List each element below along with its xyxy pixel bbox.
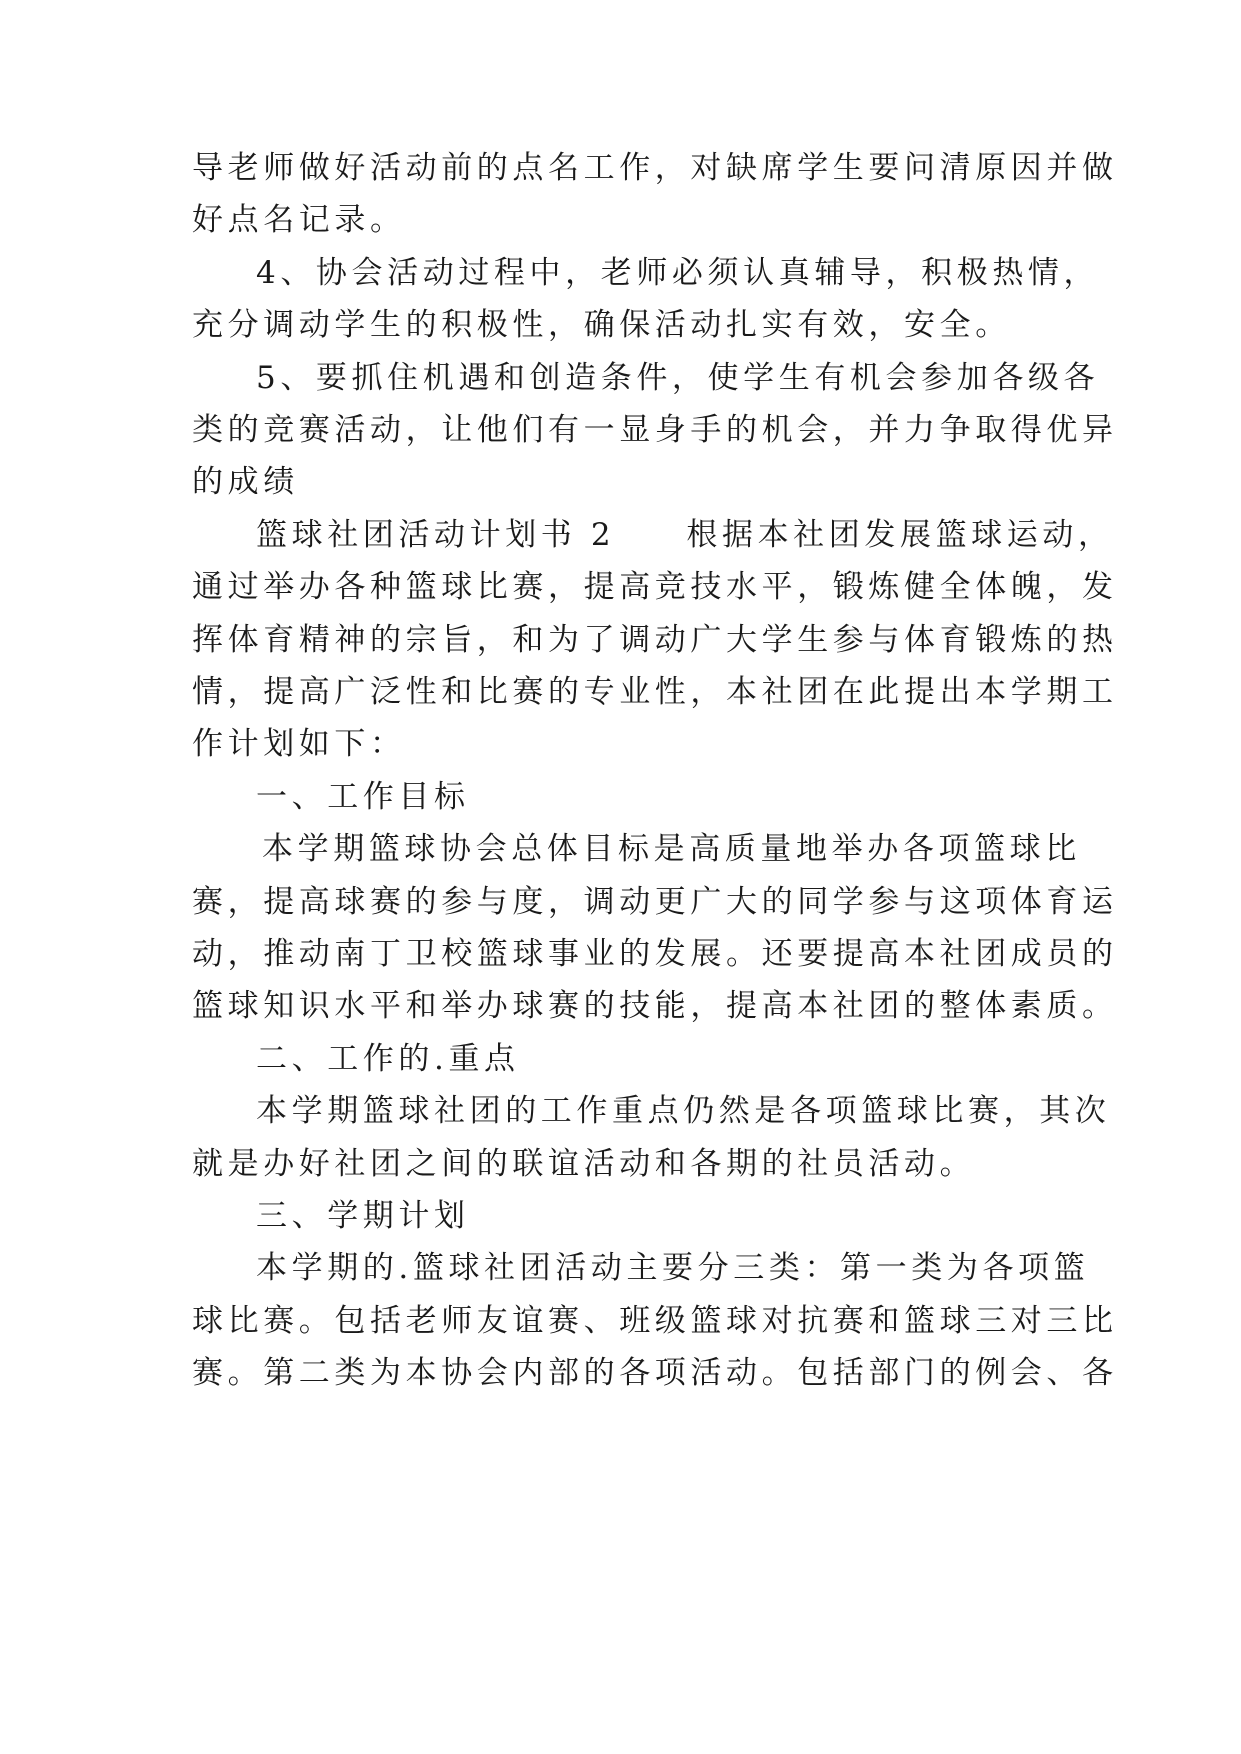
text-line: 赛，提高球赛的参与度，调动更广大的同学参与这项体育运 (192, 884, 1118, 920)
text-line: 好点名记录。 (192, 202, 406, 238)
text-line: 充分调动学生的积极性，确保活动扎实有效，安全。 (192, 307, 1011, 343)
text-line: 的成绩 (192, 464, 299, 500)
paragraph-start: 本学期篮球社团的工作重点仍然是各项篮球比赛，其次 (256, 1093, 1111, 1129)
text-line: 情，提高广泛性和比赛的专业性，本社团在此提出本学期工 (192, 674, 1118, 710)
section-heading-plan: 三、学期计划 (256, 1198, 470, 1234)
text-line: 就是办好社团之间的联谊活动和各期的社员活动。 (192, 1146, 976, 1182)
paragraph-start: 本学期篮球协会总体目标是高质量地举办各项篮球比 (262, 831, 1081, 867)
text-line: 篮球知识水平和举办球赛的技能，提高本社团的整体素质。 (192, 988, 1118, 1024)
paragraph-start: 本学期的.篮球社团活动主要分三类：第一类为各项篮 (256, 1250, 1090, 1286)
text-line: 球比赛。包括老师友谊赛、班级篮球对抗赛和篮球三对三比 (192, 1303, 1118, 1339)
text-line: 动，推动南丁卫校篮球事业的发展。还要提高本社团成员的 (192, 936, 1118, 972)
document-title-line: 篮球社团活动计划书 2 根据本社团发展篮球运动， (256, 517, 1114, 553)
paragraph-item-5: 5、要抓住机遇和创造条件，使学生有机会参加各级各 (256, 360, 1100, 396)
text-line: 导老师做好活动前的点名工作，对缺席学生要问清原因并做 (192, 150, 1118, 186)
text-line: 挥体育精神的宗旨，和为了调动广大学生参与体育锻炼的热 (192, 622, 1118, 658)
text-line: 类的竞赛活动，让他们有一显身手的机会，并力争取得优异 (192, 412, 1118, 448)
section-heading-goals: 一、工作目标 (256, 779, 470, 815)
paragraph-item-4: 4、协会活动过程中，老师必须认真辅导，积极热情， (256, 255, 1100, 291)
section-heading-focus: 二、工作的.重点 (256, 1041, 520, 1077)
text-line: 通过举办各种篮球比赛，提高竞技水平，锻炼健全体魄，发 (192, 569, 1118, 605)
text-line: 作计划如下： (192, 726, 406, 762)
text-line: 赛。第二类为本协会内部的各项活动。包括部门的例会、各 (192, 1355, 1118, 1391)
